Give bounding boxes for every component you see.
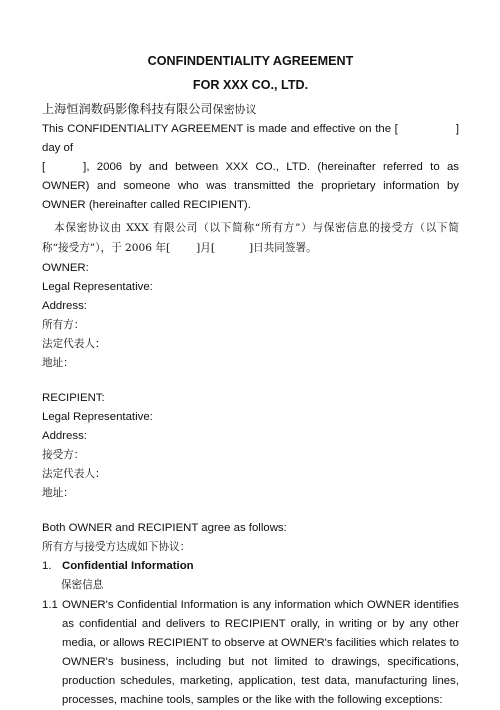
section-number: 1.: [42, 560, 52, 572]
section-title: Confidential Information: [62, 560, 194, 572]
chinese-title-suffix: 保密协议: [212, 103, 257, 116]
agreement-statement-en: Both OWNER and RECIPIENT agree as follows:: [42, 522, 287, 534]
section-1-heading: [42, 557, 459, 576]
recipient-label: RECIPIENT:: [42, 392, 105, 404]
owner-label: OWNER:: [42, 262, 89, 274]
clause-1-1: [42, 596, 459, 710]
document-title: CONFINDENTIALITY AGREEMENT: [147, 54, 354, 68]
recipient-address-zh: 地址：: [42, 487, 74, 499]
recipient-legal-rep: Legal Representative:: [42, 411, 153, 423]
owner-legal-rep-zh: 法定代表人：: [42, 338, 106, 350]
recipient-address: Address:: [42, 430, 87, 442]
clause-text: OWNER's Confidential Information is any information which OWNER identifies as confidential and delivers to RECIPIENT orally, in writing or by any other media, or allows RECIPIENT to observe at OWNER's facilities which relates to OWNER's business, including but not limited to drawings, specifications, production schedules, marketing, application, test data, manufacturing lines, processes, machine tools, samples or the like with the following exceptions:: [62, 599, 459, 706]
document-subtitle: FOR XXX CO., LTD.: [192, 78, 309, 92]
owner-block: [42, 259, 459, 373]
chinese-title: [42, 100, 459, 119]
clause-number: 1.1: [42, 599, 58, 611]
owner-address-zh: 地址：: [42, 357, 74, 369]
recipient-block: [42, 389, 459, 503]
intro-paragraph-en: This CONFIDENTIALITY AGREEMENT is made and effective on the [ ] day of [ ], 2006 by and between XXX CO., LTD. (hereinafter referred to as OWNER) and someone who was transmitted the proprietary information by OWNER (hereinafter called RECIPIENT).: [42, 123, 459, 211]
chinese-title-main: 上海恒润数码影像科技有限公司: [42, 102, 213, 116]
intro-paragraph-zh: 本保密协议由 XXX 有限公司（以下简称“所有方”）与保密信息的接受方（以下简称“接受方”），于 2006 年[ ]月[ ]日共同签署。: [42, 222, 459, 254]
agreement-statement-zh: 所有方与接受方达成如下协议：: [42, 541, 191, 553]
section-title-zh: 保密信息: [61, 579, 104, 591]
recipient-label-zh: 接受方：: [42, 449, 85, 461]
owner-legal-rep: Legal Representative:: [42, 281, 153, 293]
owner-label-zh: 所有方：: [42, 319, 85, 331]
owner-address: Address:: [42, 300, 87, 312]
recipient-legal-rep-zh: 法定代表人：: [42, 468, 106, 480]
